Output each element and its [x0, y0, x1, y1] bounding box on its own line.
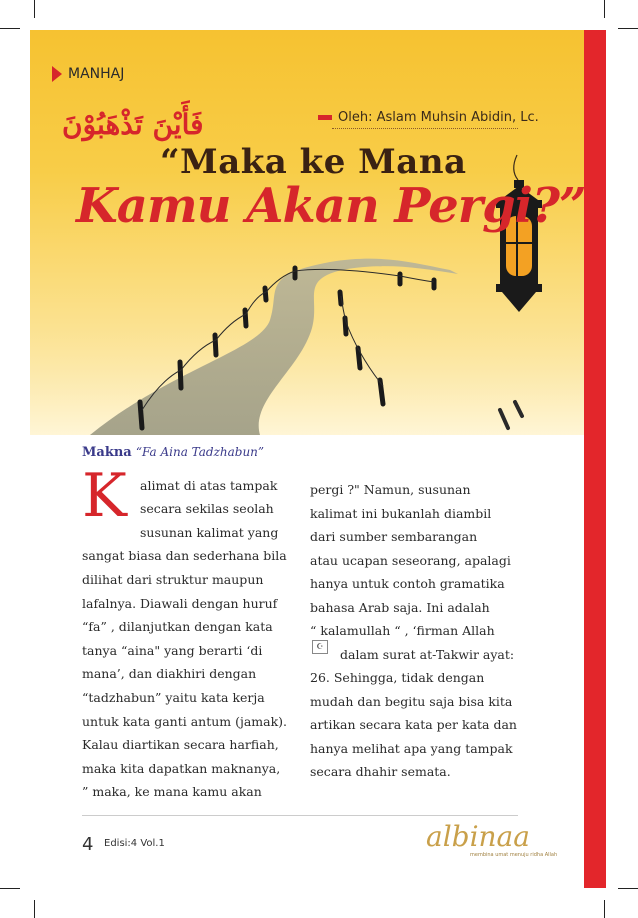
article-line: mana’, dan diakhiri dengan — [82, 666, 257, 681]
page-number: 4 — [82, 834, 94, 855]
article-line: dalam surat at-Takwir ayat: — [340, 647, 515, 662]
title-line-1: “Maka ke Mana — [160, 142, 467, 182]
logo-tagline: membina umat menuju ridha Allah — [470, 852, 558, 858]
section-label-text: MANHAJ — [68, 66, 125, 82]
arabic-title: فَأَيْنَ تَذْهَبُوْنَ — [62, 108, 204, 141]
article-line: hanya untuk contoh gramatika — [310, 576, 505, 591]
side-red-bar — [584, 30, 606, 888]
article-line: secara dhahir semata. — [310, 764, 451, 779]
article-line: lafalnya. Diawali dengan huruf — [82, 596, 278, 611]
dash-marker-icon — [318, 115, 332, 120]
triangle-marker-icon — [52, 66, 62, 82]
author-byline — [318, 110, 539, 125]
crop-mark — [34, 900, 35, 918]
article-line: “fa” , dilanjutkan dengan kata — [82, 619, 273, 634]
subheading-label: Makna — [82, 445, 132, 460]
crop-mark — [0, 888, 20, 889]
drop-cap: K — [82, 461, 127, 531]
crop-mark — [604, 900, 605, 918]
article-line: sangat biasa dan sederhana bila — [82, 548, 287, 563]
article-line: mudah dan begitu saja bisa kita — [310, 694, 513, 709]
author-underline — [332, 128, 518, 129]
article-line: maka kita dapatkan maknanya, — [82, 761, 281, 776]
title-line-2: Kamu Akan Pergi?” — [76, 178, 586, 234]
article-line: kalimat ini bukanlah diambil — [310, 506, 492, 521]
article-line: bahasa Arab saja. Ini adalah — [310, 600, 490, 615]
article-line: atau ucapan seseorang, apalagi — [310, 553, 511, 568]
crop-mark — [34, 0, 35, 18]
article-line: pergi ?" Namun, susunan — [310, 482, 471, 497]
article-line: “tadzhabun” yaitu kata kerja — [82, 690, 265, 705]
footer-divider — [82, 815, 518, 816]
article-line: ” maka, ke mana kamu akan — [82, 784, 262, 799]
crop-mark — [604, 0, 605, 18]
crop-mark — [618, 888, 638, 889]
article-line: dilihat dari struktur maupun — [82, 572, 264, 587]
article-line: secara sekilas seolah — [140, 501, 274, 516]
subheading — [82, 445, 264, 460]
article-line: artikan secara kata per kata dan — [310, 717, 517, 732]
article-line: alimat di atas tampak — [140, 478, 278, 493]
article-line: tanya “aina" yang berarti ‘di — [82, 643, 263, 658]
article-line: untuk kata ganti antum (jamak). — [82, 714, 288, 729]
author-text: Oleh: Aslam Muhsin Abidin, Lc. — [338, 110, 539, 125]
article-line: 26. Sehingga, tidak dengan — [310, 670, 485, 685]
article-line: susunan kalimat yang — [140, 525, 279, 540]
swt-glyph-icon: ☪ — [312, 640, 328, 654]
crop-mark — [0, 28, 20, 29]
edition-label: Edisi:4 Vol.1 — [104, 838, 165, 849]
crop-mark — [618, 28, 638, 29]
subheading-phrase: “Fa Aina Tadzhabun” — [135, 445, 265, 459]
article-line: hanya melihat apa yang tampak — [310, 741, 513, 756]
article-line: dari sumber sembarangan — [310, 529, 478, 544]
section-label — [52, 66, 124, 82]
article-line: “ kalamullah “ , ‘firman Allah — [310, 623, 495, 638]
albinaa-logo: albinaa — [426, 820, 530, 853]
article-line: Kalau diartikan secara harfiah, — [82, 737, 279, 752]
